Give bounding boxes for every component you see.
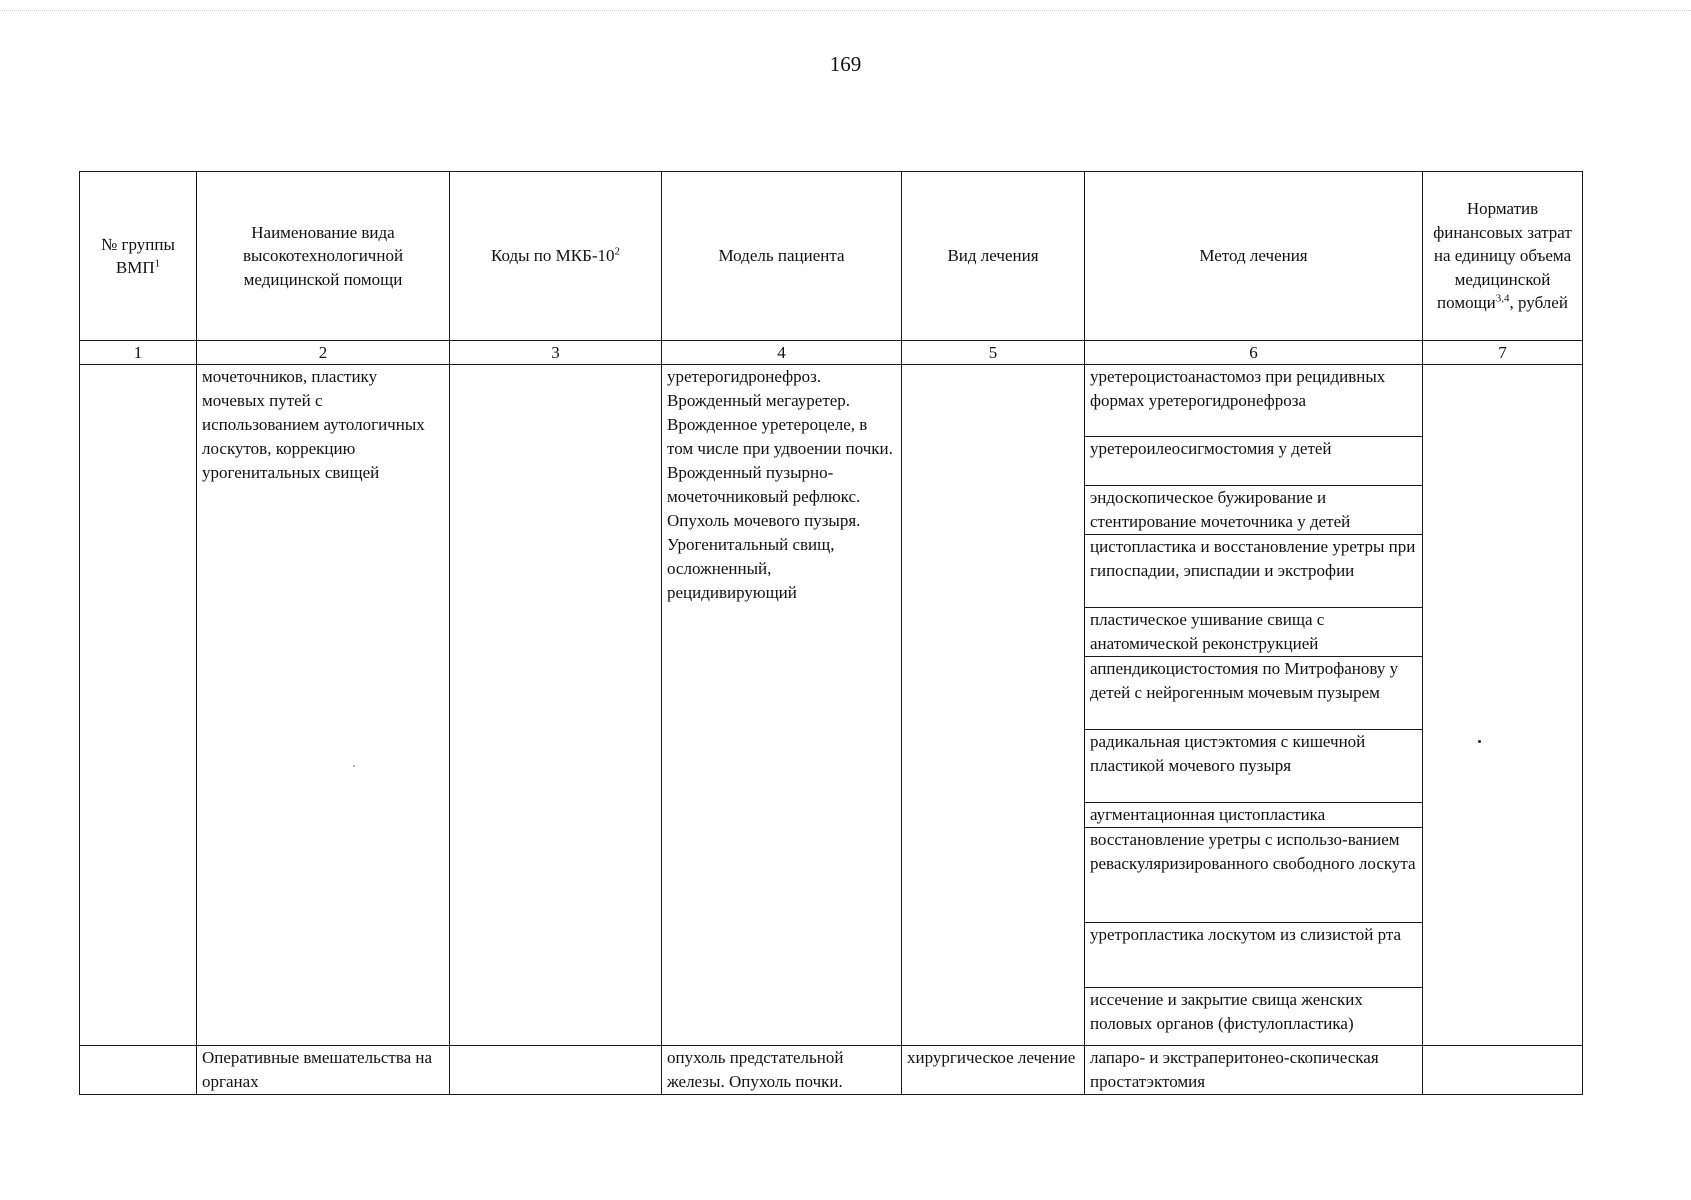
treatment-method-item: радикальная цистэктомия с кишечной пластикой мочевого пузыря (1085, 730, 1422, 803)
column-number: 4 (662, 341, 902, 365)
icd10-codes-cell (450, 365, 662, 1046)
table-header-row (80, 172, 1583, 341)
header-patient-model: Модель пациента (662, 172, 902, 341)
column-number: 1 (80, 341, 197, 365)
group-number-cell (80, 365, 197, 1046)
table-row (80, 365, 1583, 1046)
cost-norm-cell (1423, 1046, 1583, 1095)
header-cost-norm: Норматив финансовых затрат на единицу объема медицинской помощи$^{3,4}$, рублей (1423, 172, 1583, 341)
treatment-method-item: уретропластика лоскутом из слизистой рта (1085, 923, 1422, 988)
treatment-method-item: аугментационная цистопластика (1085, 803, 1422, 828)
column-number: 2 (197, 341, 450, 365)
header-group-number: № группы ВМП$^1$ (80, 172, 197, 341)
column-number: 6 (1085, 341, 1423, 365)
care-type-name-cell: Оперативные вмешательства на органах (197, 1046, 450, 1095)
header-care-type-name: Наименование вида высокотехнологичной медицинской помощи (197, 172, 450, 341)
column-number: 7 (1423, 341, 1583, 365)
scan-speck (353, 765, 355, 767)
vmp-table (79, 171, 1583, 1095)
column-number-row (80, 341, 1583, 365)
column-number: 3 (450, 341, 662, 365)
scan-edge-noise (0, 10, 1691, 11)
scan-speck (1478, 740, 1481, 743)
treatment-method-item: восстановление уретры с использо-ванием реваскуляризированного свободного лоскута (1085, 828, 1422, 923)
treatment-method-item: иссечение и закрытие свища женских половых органов (фистулопластика) (1090, 990, 1363, 1033)
treatment-method-item: пластическое ушивание свища с анатомической реконструкцией (1085, 608, 1422, 657)
care-type-name-cell: мочеточников, пластику мочевых путей с использованием аутологичных лоскутов, коррекцию урогенитальных свищей (197, 365, 450, 1046)
treatment-method-item: эндоскопическое бужирование и стентирование мочеточника у детей (1085, 486, 1422, 535)
patient-model-cell: уретерогидронефроз. Врожденный мегауретер. Врожденное уретероцеле, в том числе при удвоении почки. Врожденный пузырно-мочеточниковый рефлюкс. Опухоль мочевого пузыря. Урогенитальный свищ, осложненный, рецидивирующий (662, 365, 902, 1046)
patient-model-cell: опухоль предстательной железы. Опухоль почки. (662, 1046, 902, 1095)
cost-norm-cell (1423, 365, 1583, 1046)
group-number-cell (80, 1046, 197, 1095)
page-number: 169 (829, 52, 862, 76)
treatment-method-item: уретероилеосигмостомия у детей (1085, 437, 1422, 486)
header-icd10-codes: Коды по МКБ-$10^2$ (450, 172, 662, 341)
treatment-method-cell: лапаро- и экстраперитонео-скопическая простатэктомия (1085, 1046, 1423, 1095)
treatment-type-cell (902, 365, 1085, 1046)
header-treatment-type: Вид лечения (902, 172, 1085, 341)
treatment-method-list (1085, 365, 1422, 1045)
column-number: 5 (902, 341, 1085, 365)
treatment-type-cell: хирургическое лечение (902, 1046, 1085, 1095)
treatment-method-item: аппендикоцистостомия по Митрофанову у детей с нейрогенным мочевым пузырем (1085, 657, 1422, 730)
treatment-methods-cell (1085, 365, 1423, 1046)
treatment-method-item: цистопластика и восстановление уретры при гипоспадии, эписпадии и экстрофии (1085, 535, 1422, 608)
header-treatment-method: Метод лечения (1085, 172, 1423, 341)
treatment-method-item: уретероцистоанастомоз при рецидивных формах уретерогидронефроза (1085, 365, 1422, 437)
table-row (80, 1046, 1583, 1095)
icd10-codes-cell (450, 1046, 662, 1095)
